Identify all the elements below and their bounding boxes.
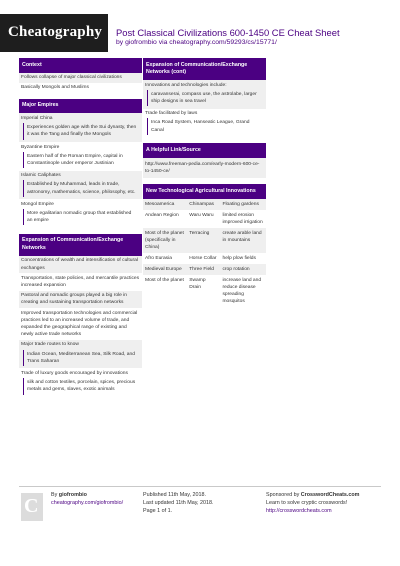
table-row	[143, 253, 266, 264]
footer-sponsor-line: Learn to solve cryptic crosswords!	[266, 500, 348, 506]
empire-name: Islamic Caliphates	[21, 173, 61, 179]
cheatography-logo[interactable]	[0, 14, 108, 52]
table-cell: limited erosion improved irrigation	[222, 212, 263, 225]
empires-heading: Major Empires	[19, 99, 142, 114]
trade-routes-label: Major trade routes to know	[21, 342, 79, 348]
table-cell: Floating gardens	[220, 199, 266, 210]
empire-name: Mongol Empire	[21, 201, 54, 207]
helpful-link-url[interactable]: http://www.freeman-pedia.com/early-modern-600-ce-to-1450-ce/	[143, 158, 266, 178]
empire-desc: Established by Muhammad, leads in trade, astronomy, mathematics, science, philosophy, etc.	[23, 180, 140, 196]
page-footer	[19, 486, 381, 526]
page-header	[0, 0, 400, 58]
table-cell: increase land and reduce disease spreading mosquitos	[222, 277, 262, 304]
footer-sponsor-url[interactable]: http://crosswordcheats.com	[266, 508, 332, 514]
agri-section	[143, 184, 266, 307]
empire-desc: More egalitarian nomadic group that established an empire	[23, 209, 140, 225]
byline-via: via	[156, 39, 170, 46]
laws-desc: Inca Road System, Hanseatic League, Grand Canal	[147, 118, 264, 134]
luxury-goods-desc: silk and cotton textiles, porcelain, spices, precious metals and gems, slaves, exotic animals	[23, 378, 140, 394]
table-row	[143, 264, 266, 275]
table-cell: Medieval Europe	[143, 264, 187, 275]
table-cell: Horse Collar	[189, 255, 217, 261]
footer-dates-block	[143, 491, 214, 515]
footer-by-label: By	[51, 492, 59, 498]
laws-item	[143, 109, 266, 138]
innovations-item	[143, 80, 266, 109]
helpful-link-section	[143, 143, 266, 178]
column-left	[19, 58, 142, 403]
context-row: Follows collapse of major classical civilizations	[19, 73, 142, 83]
table-cell: Most of the planet (specifically in China)	[143, 228, 187, 253]
expansion-section	[19, 234, 142, 397]
empire-item	[19, 142, 142, 171]
laws-label: Trade facilitated by laws	[145, 111, 198, 117]
table-cell: help plow fields	[222, 255, 256, 261]
table-cell: Swamp Drain	[189, 277, 206, 290]
empire-name: Byzantine Empire	[21, 144, 60, 150]
context-section	[19, 58, 142, 93]
trade-routes-item	[19, 340, 142, 369]
innovations-desc: caravanserai, compass use, the astrolabe, larger ship designs in sea travel	[147, 90, 264, 106]
byline-prefix: by	[116, 39, 126, 46]
footer-author-block	[51, 491, 123, 507]
sheet-url-link[interactable]: cheatography.com/59293/cs/15771/	[169, 39, 277, 46]
table-cell: create arable land in mountains	[220, 228, 266, 253]
footer-published: Published 11th May, 2018.	[143, 492, 207, 498]
innovations-label: Innovations and technologies include:	[145, 82, 227, 88]
author-link[interactable]: giofrombio	[125, 39, 157, 46]
luxury-goods-label: Trade of luxury goods encouraged by innovations	[21, 370, 128, 376]
agri-heading: New Technological Agricultural Innovations	[143, 184, 266, 199]
table-row	[143, 210, 266, 228]
table-cell: Most of the planet	[145, 277, 184, 283]
footer-updated: Last updated 11th May, 2018.	[143, 500, 214, 506]
table-cell: Chinampas	[187, 199, 220, 210]
logo-text: Cheatography	[8, 24, 103, 40]
table-cell: Andean Region	[145, 212, 179, 218]
footer-page: Page 1 of 1.	[143, 508, 173, 514]
expansion-row: Concentrations of wealth and intensification of cultural exchanges	[19, 256, 142, 273]
table-row	[143, 228, 266, 253]
empire-desc: Experiences golden age with the Sui dynasty, then it was the Tang and finally the Mongols	[23, 123, 140, 139]
expansion-row: Transportation, state policies, and mercantile practices increased expansion	[21, 275, 140, 288]
empire-item	[19, 199, 142, 228]
table-cell: Three Field	[187, 264, 220, 275]
luxury-goods-item	[19, 368, 142, 397]
footer-sponsor-prefix: Sponsored by	[266, 492, 301, 498]
trade-routes-desc: Indian Ocean, Mediterranean Sea, Silk Road, and Trans Saharan	[23, 350, 140, 366]
empire-name: Imperial China	[21, 115, 53, 121]
footer-author[interactable]: giofrombio	[58, 492, 87, 498]
footer-sponsor-block	[266, 491, 359, 515]
page-title: Post Classical Civilizations 600-1450 CE Cheat Sheet	[116, 27, 340, 38]
table-cell: Afro Eurasia	[145, 255, 172, 261]
table-row	[143, 199, 266, 210]
column-middle	[143, 58, 266, 313]
empires-section	[19, 99, 142, 228]
byline	[116, 39, 277, 46]
agri-table	[143, 199, 266, 307]
expansion-cont-section	[143, 58, 266, 137]
context-heading: Context	[19, 58, 142, 73]
expansion-row: Pastoral and nomadic groups played a big role in creating and sustaining transportation networks	[19, 291, 142, 308]
helpful-link-heading: A Helpful Link/Source	[143, 143, 266, 158]
table-cell: Terracing	[187, 228, 220, 253]
empire-desc: Eastern half of the Roman Empire, capital in Constantinople under emperor Justinian	[23, 152, 140, 168]
table-cell: Waru Waru	[189, 212, 214, 218]
avatar-c-icon: C	[24, 495, 39, 517]
expansion-row: Improved transportation technologies and commercial practices led to an increased volume of trade, and expanded the geographical range of existing and newly active trade networks	[21, 310, 138, 338]
expansion-cont-heading: Expansion of Communication/Exchange Networks (cont)	[143, 58, 266, 80]
table-row	[143, 275, 266, 307]
empire-item	[19, 171, 142, 200]
empire-item	[19, 113, 142, 142]
table-cell: Mesoamerica	[143, 199, 187, 210]
footer-sponsor[interactable]: CrosswordCheats.com	[300, 492, 360, 498]
author-avatar[interactable]	[21, 493, 43, 521]
table-cell: crop rotation	[220, 264, 266, 275]
expansion-heading: Expansion of Communication/Exchange Networks	[19, 234, 142, 256]
footer-author-url[interactable]: cheatography.com/giofrombio/	[51, 500, 124, 506]
context-row: Basically Mongols and Muslims	[21, 85, 89, 91]
